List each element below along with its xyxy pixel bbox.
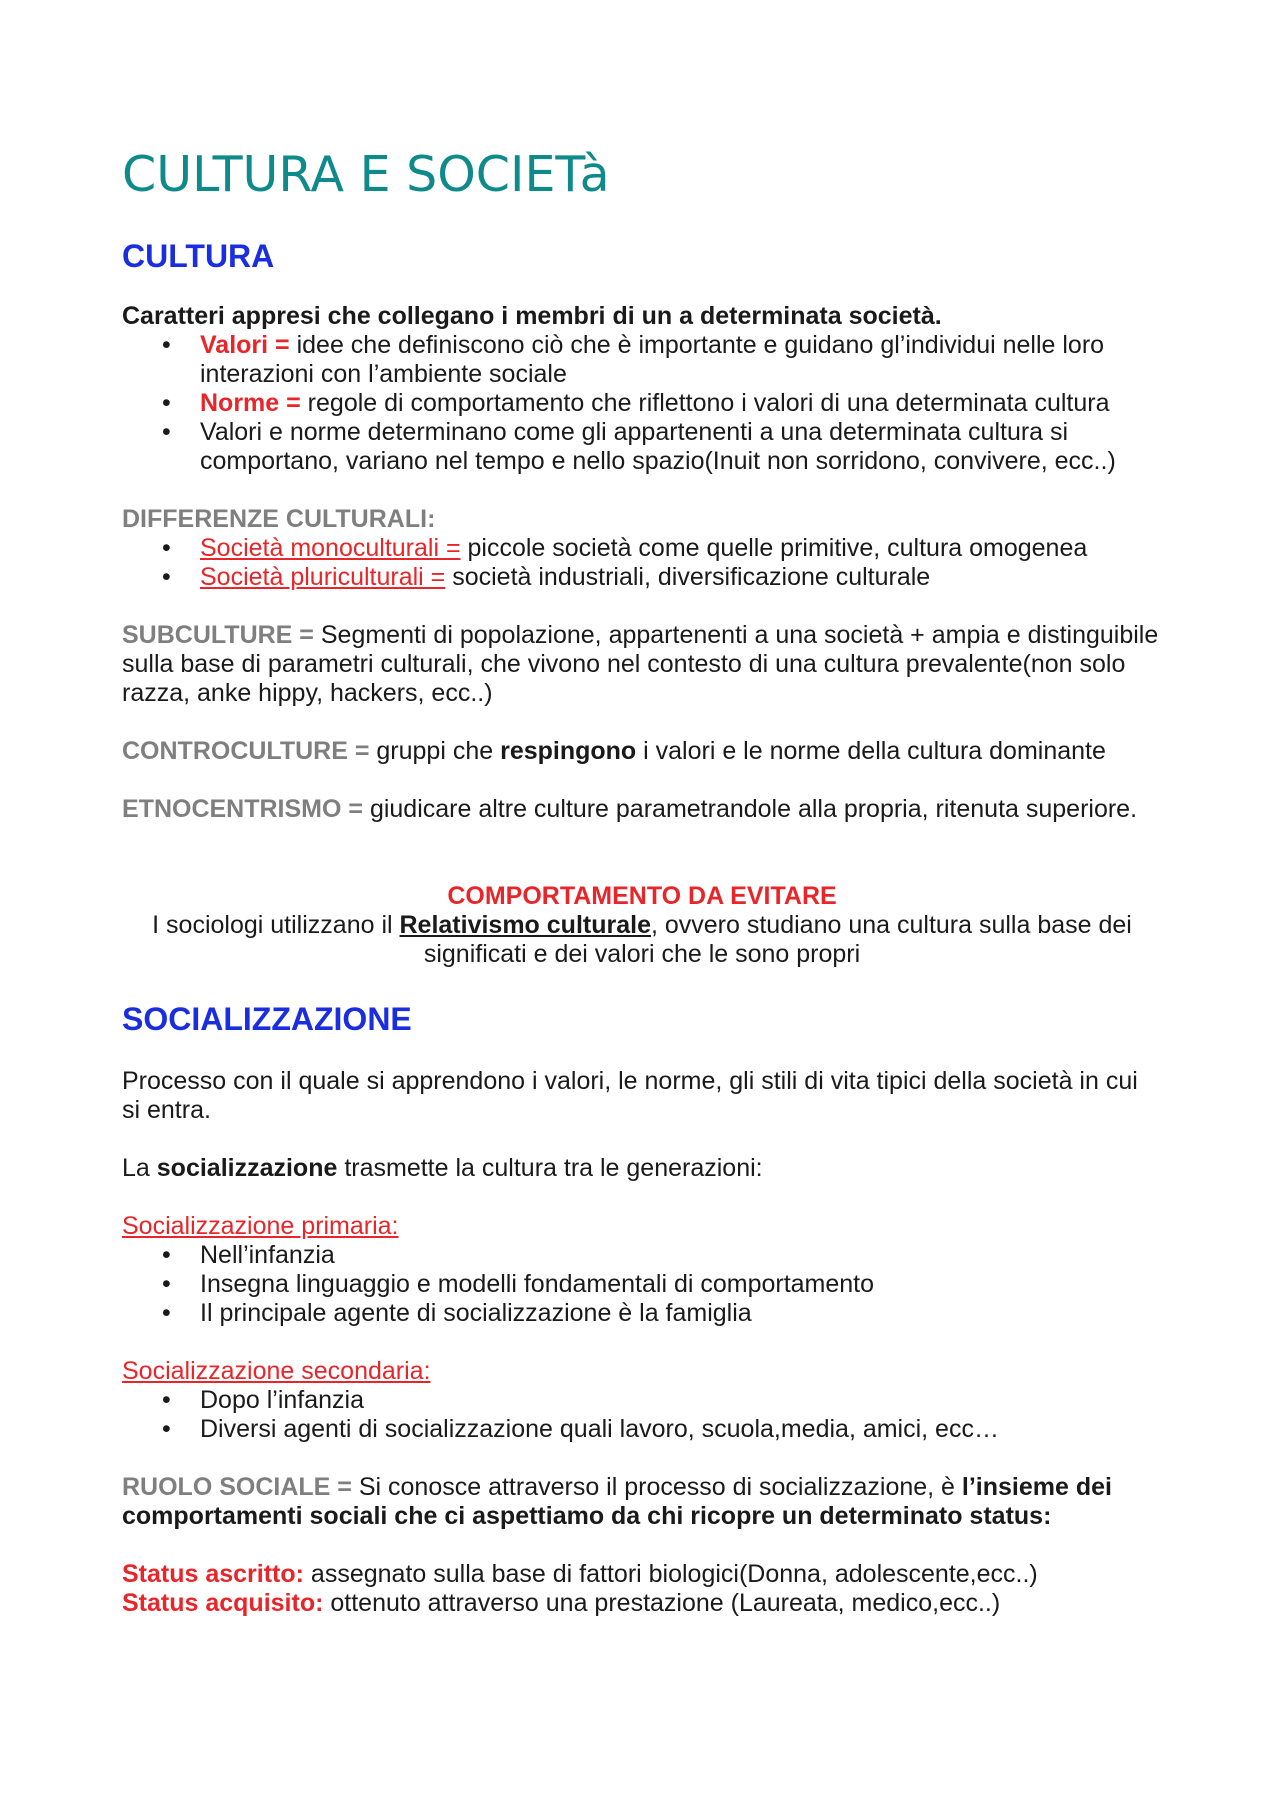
list-item: • Nell’infanzia bbox=[122, 1241, 1162, 1270]
ruolo-sociale-paragraph: RUOLO SOCIALE = Si conosce attraverso il processo di socializzazione, è l’insieme dei comportamenti sociali che ci aspettiamo da chi ricopre un determinato status: bbox=[122, 1473, 1112, 1530]
trasmette-paragraph: La socializzazione trasmette la cultura tra le generazioni: bbox=[122, 1154, 763, 1182]
differenze-list bbox=[122, 534, 1162, 592]
secondaria-list bbox=[122, 1386, 1162, 1444]
cultura-bullet-list bbox=[122, 331, 1162, 476]
section-heading-cultura: CULTURA bbox=[122, 238, 275, 274]
secondaria-label: Socializzazione secondaria: bbox=[122, 1357, 431, 1385]
list-item: • Norme = regole di comportamento che riflettono i valori di una determinata cultura bbox=[122, 389, 1162, 418]
list-item: • Dopo l’infanzia bbox=[122, 1386, 1162, 1415]
section-heading-socializzazione: SOCIALIZZAZIONE bbox=[122, 1001, 412, 1037]
list-item: • Società pluriculturali = società industriali, diversificazione culturale bbox=[122, 563, 1162, 592]
list-item: • Valori = idee che definiscono ciò che è importante e guidano gl’individui nelle loro interazioni con l’ambiente sociale bbox=[122, 331, 1162, 389]
cultura-intro: Caratteri appresi che collegano i membri di un a determinata società. bbox=[122, 302, 942, 330]
etnocentrismo-paragraph: ETNOCENTRISMO = giudicare altre culture parametrandole alla propria, ritenuta superiore. bbox=[122, 795, 1138, 823]
list-item: • Insegna linguaggio e modelli fondamentali di comportamento bbox=[122, 1270, 1162, 1299]
status-acquisito: Status acquisito: ottenuto attraverso una prestazione (Laureata, medico,ecc..) bbox=[122, 1589, 1001, 1617]
controculture-paragraph: CONTROCULTURE = gruppi che respingono i valori e le norme della cultura dominante bbox=[122, 737, 1106, 765]
relativismo-paragraph: I sociologi utilizzano il Relativismo culturale, ovvero studiano una cultura sulla base dei significati e dei valori che le sono propri bbox=[152, 911, 1132, 968]
comportamento-evitare-heading: COMPORTAMENTO DA EVITARE bbox=[447, 882, 837, 910]
differenze-label: DIFFERENZE CULTURALI: bbox=[122, 505, 436, 533]
list-item: • Il principale agente di socializzazione è la famiglia bbox=[122, 1299, 1162, 1328]
socializzazione-intro: Processo con il quale si apprendono i valori, le norme, gli stili di vita tipici della società in cui si entra. bbox=[122, 1067, 1138, 1124]
list-item: • Società monoculturali = piccole società come quelle primitive, cultura omogenea bbox=[122, 534, 1162, 563]
primaria-label: Socializzazione primaria: bbox=[122, 1212, 399, 1240]
status-ascritto: Status ascritto: assegnato sulla base di fattori biologici(Donna, adolescente,ecc..) bbox=[122, 1560, 1038, 1588]
subculture-paragraph: SUBCULTURE = Segmenti di popolazione, appartenenti a una società + ampia e distinguibile sulla base di parametri culturali, che vivono nel contesto di una cultura prevalente(non solo razza, anke hippy, hackers, ecc..) bbox=[122, 621, 1159, 707]
list-item: • Diversi agenti di socializzazione quali lavoro, scuola,media, amici, ecc… bbox=[122, 1415, 1162, 1444]
list-item: • Valori e norme determinano come gli appartenenti a una determinata cultura si comportano, variano nel tempo e nello spazio(Inuit non sorridono, convivere, ecc..) bbox=[122, 418, 1162, 476]
primaria-list bbox=[122, 1241, 1162, 1328]
page-title: CULTURA E SOCIETà bbox=[122, 146, 610, 203]
